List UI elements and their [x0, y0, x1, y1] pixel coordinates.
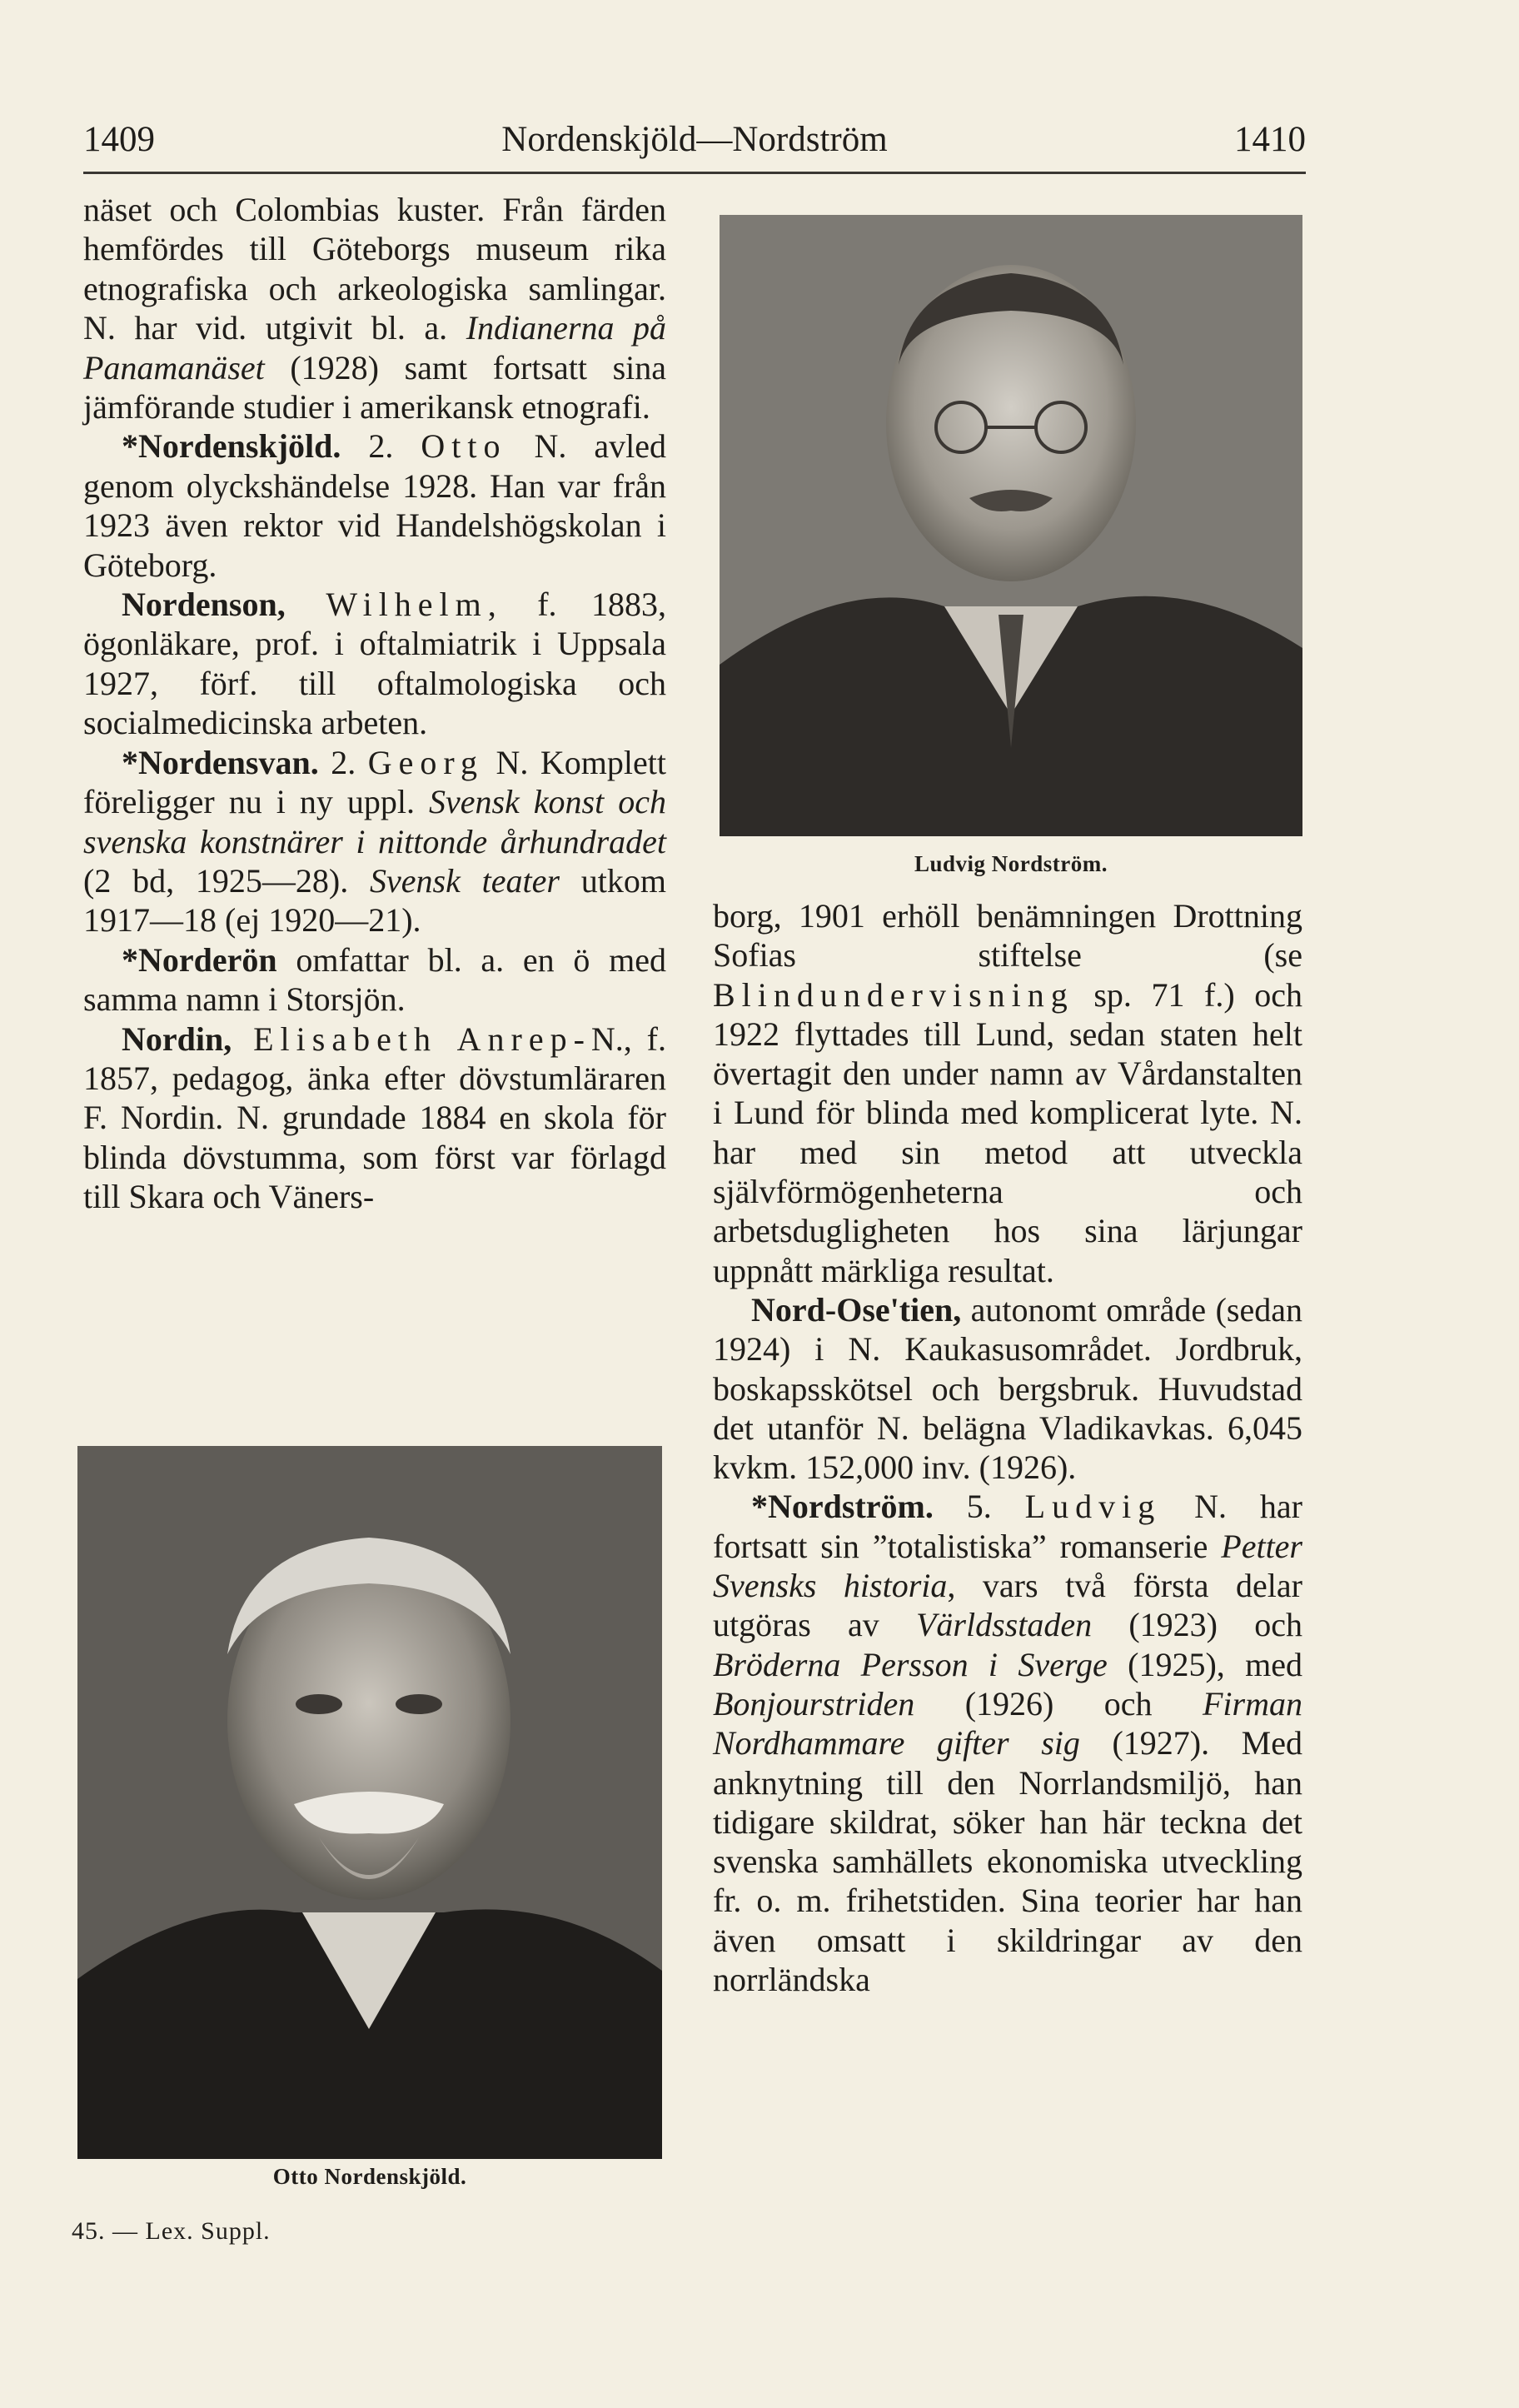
page-number-left: 1409 [83, 120, 155, 159]
cross-reference: Blindundervisning [713, 975, 1074, 1014]
entry-nordstrom [713, 1487, 1302, 1999]
entry-text: , vars två första delar utgöras av [713, 1567, 1302, 1644]
portrait-photo-ludvig-nordstrom [720, 215, 1302, 836]
headword: *Nordenskjöld. [122, 427, 341, 466]
work-title: Svensk teater [370, 861, 560, 900]
entry-text: utkom 1917—18 (ej 1920—21). [83, 861, 666, 940]
person-name: Georg [367, 743, 484, 781]
entry-text: N. Komplett föreligger nu i ny uppl. [83, 743, 666, 821]
entry-text: (1923) och [1092, 1606, 1302, 1644]
work-title: Petter Svensks historia [713, 1527, 1302, 1605]
entry-text: (1927). Med anknytning till den Norrlandsmiljö, han tidigare skildrat, söker han här teckna det svenska samhällets ekonomiska utveckling fr. o. m. frihetstiden. Sina teorier har han även omsatt i skildringar av den norrländska [713, 1724, 1302, 1999]
entry-text: sp. 71 f.) och 1922 flyttades till Lund, sedan staten helt övertagit den under namn av Vårdanstalten i Lund för blinda med komplicerat lyte. N. har med sin metod att utveckla självförmögenheterna och arbetsdugligheten hos sina lärjungar uppnått märkliga resultat. [713, 975, 1302, 1289]
entry-text: N., f. 1857, pedagog, änka efter dövstumläraren F. Nordin. N. grundade 1884 en skola för blinda dövstumma, som först var förlagd till Skara och Väners- [83, 1020, 666, 1216]
entry-text: (1926) och [914, 1684, 1203, 1722]
headword: Nord-Ose'tien, [751, 1290, 962, 1329]
caption-ludvig-nordstrom: Ludvig Nordström. [914, 851, 1108, 876]
page-number-right: 1410 [1234, 120, 1306, 159]
page-footer-signature: 45. — Lex. Suppl. [72, 2217, 271, 2245]
headword: *Norderön [122, 940, 277, 979]
work-title: Bröderna Persson i Sverge [713, 1645, 1108, 1683]
person-name: Wilhelm, [285, 586, 503, 624]
headword: *Nordensvan. [122, 743, 319, 781]
entry-nordenskjold [83, 426, 666, 585]
entry-nordin [83, 1020, 666, 1217]
entry-number: 2. [318, 743, 368, 781]
entry-continuation [83, 190, 666, 426]
work-title: Indianerna på Panamanäset [83, 309, 666, 386]
entry-text: (1928) samt fortsatt sina jämförande studier i amerikansk etnografi. [83, 348, 666, 426]
entry-text: autonomt område (sedan 1924) i N. Kaukasusområdet. Jordbruk, boskapsskötsel och bergsbruk. Huvudstad det utanför N. belägna Vladikavkas. 6,045 kvkm. 152,000 inv. (1926). [713, 1290, 1302, 1487]
work-title: Bonjourstriden [713, 1684, 915, 1722]
running-title: Nordenskjöld—Nordström [501, 120, 888, 159]
entry-text: N. har fortsatt sin ”totalistiska” romanserie [713, 1488, 1302, 1565]
entry-nordenson [83, 585, 666, 743]
entry-text: näset och Colombias kuster. Från färden hemfördes till Göteborgs museum rika etnografiska och arkeologiska samlingar. N. har vid. utgivit bl. a. [83, 191, 666, 347]
entry-number: 2. [341, 427, 421, 466]
person-name: Elisabeth Anrep- [232, 1020, 591, 1058]
entry-text: borg, 1901 erhöll benämningen Drottning Sofias stiftelse (se [713, 897, 1302, 975]
headword: *Nordström. [751, 1488, 934, 1526]
entry-nordin-continuation [713, 896, 1302, 1290]
work-title: Världsstaden [915, 1606, 1093, 1644]
headword: Nordenson, [122, 586, 286, 624]
portrait-photo-otto-nordenskjold [77, 1446, 662, 2159]
headword: Nordin, [122, 1020, 232, 1058]
header-rule [83, 172, 1306, 174]
entry-text: f. 1883, ögonläkare, prof. i oftalmiatrik i Uppsala 1927, förf. till oftalmologiska och socialmedicinska arbeten. [83, 586, 667, 742]
entry-text: (2 bd, 1925—28). [83, 861, 371, 900]
work-title: Svensk konst och svenska konstnärer i nittonde århundradet [83, 783, 667, 860]
caption-otto-nordenskjold: Otto Nordenskjöld. [272, 2164, 467, 2189]
entry-text: (1925), med [1107, 1645, 1302, 1683]
entry-number: 5. [933, 1488, 1025, 1526]
entry-nord-osetien [713, 1290, 1302, 1487]
left-column [83, 190, 666, 1217]
entry-text: omfattar bl. a. en ö med samma namn i Storsjön. [83, 940, 666, 1019]
person-name: Ludvig [1024, 1488, 1162, 1526]
entry-norderon [83, 940, 666, 1020]
page-header [83, 107, 1306, 173]
entry-text: N. avled genom olyckshändelse 1928. Han var från 1923 även rektor vid Handelshögskolan i Göteborg. [83, 427, 666, 584]
right-column [713, 896, 1302, 1999]
work-title: Firman Nordhammare gifter sig [713, 1684, 1302, 1762]
person-name: Otto [421, 427, 507, 466]
entry-nordensvan [83, 743, 666, 940]
